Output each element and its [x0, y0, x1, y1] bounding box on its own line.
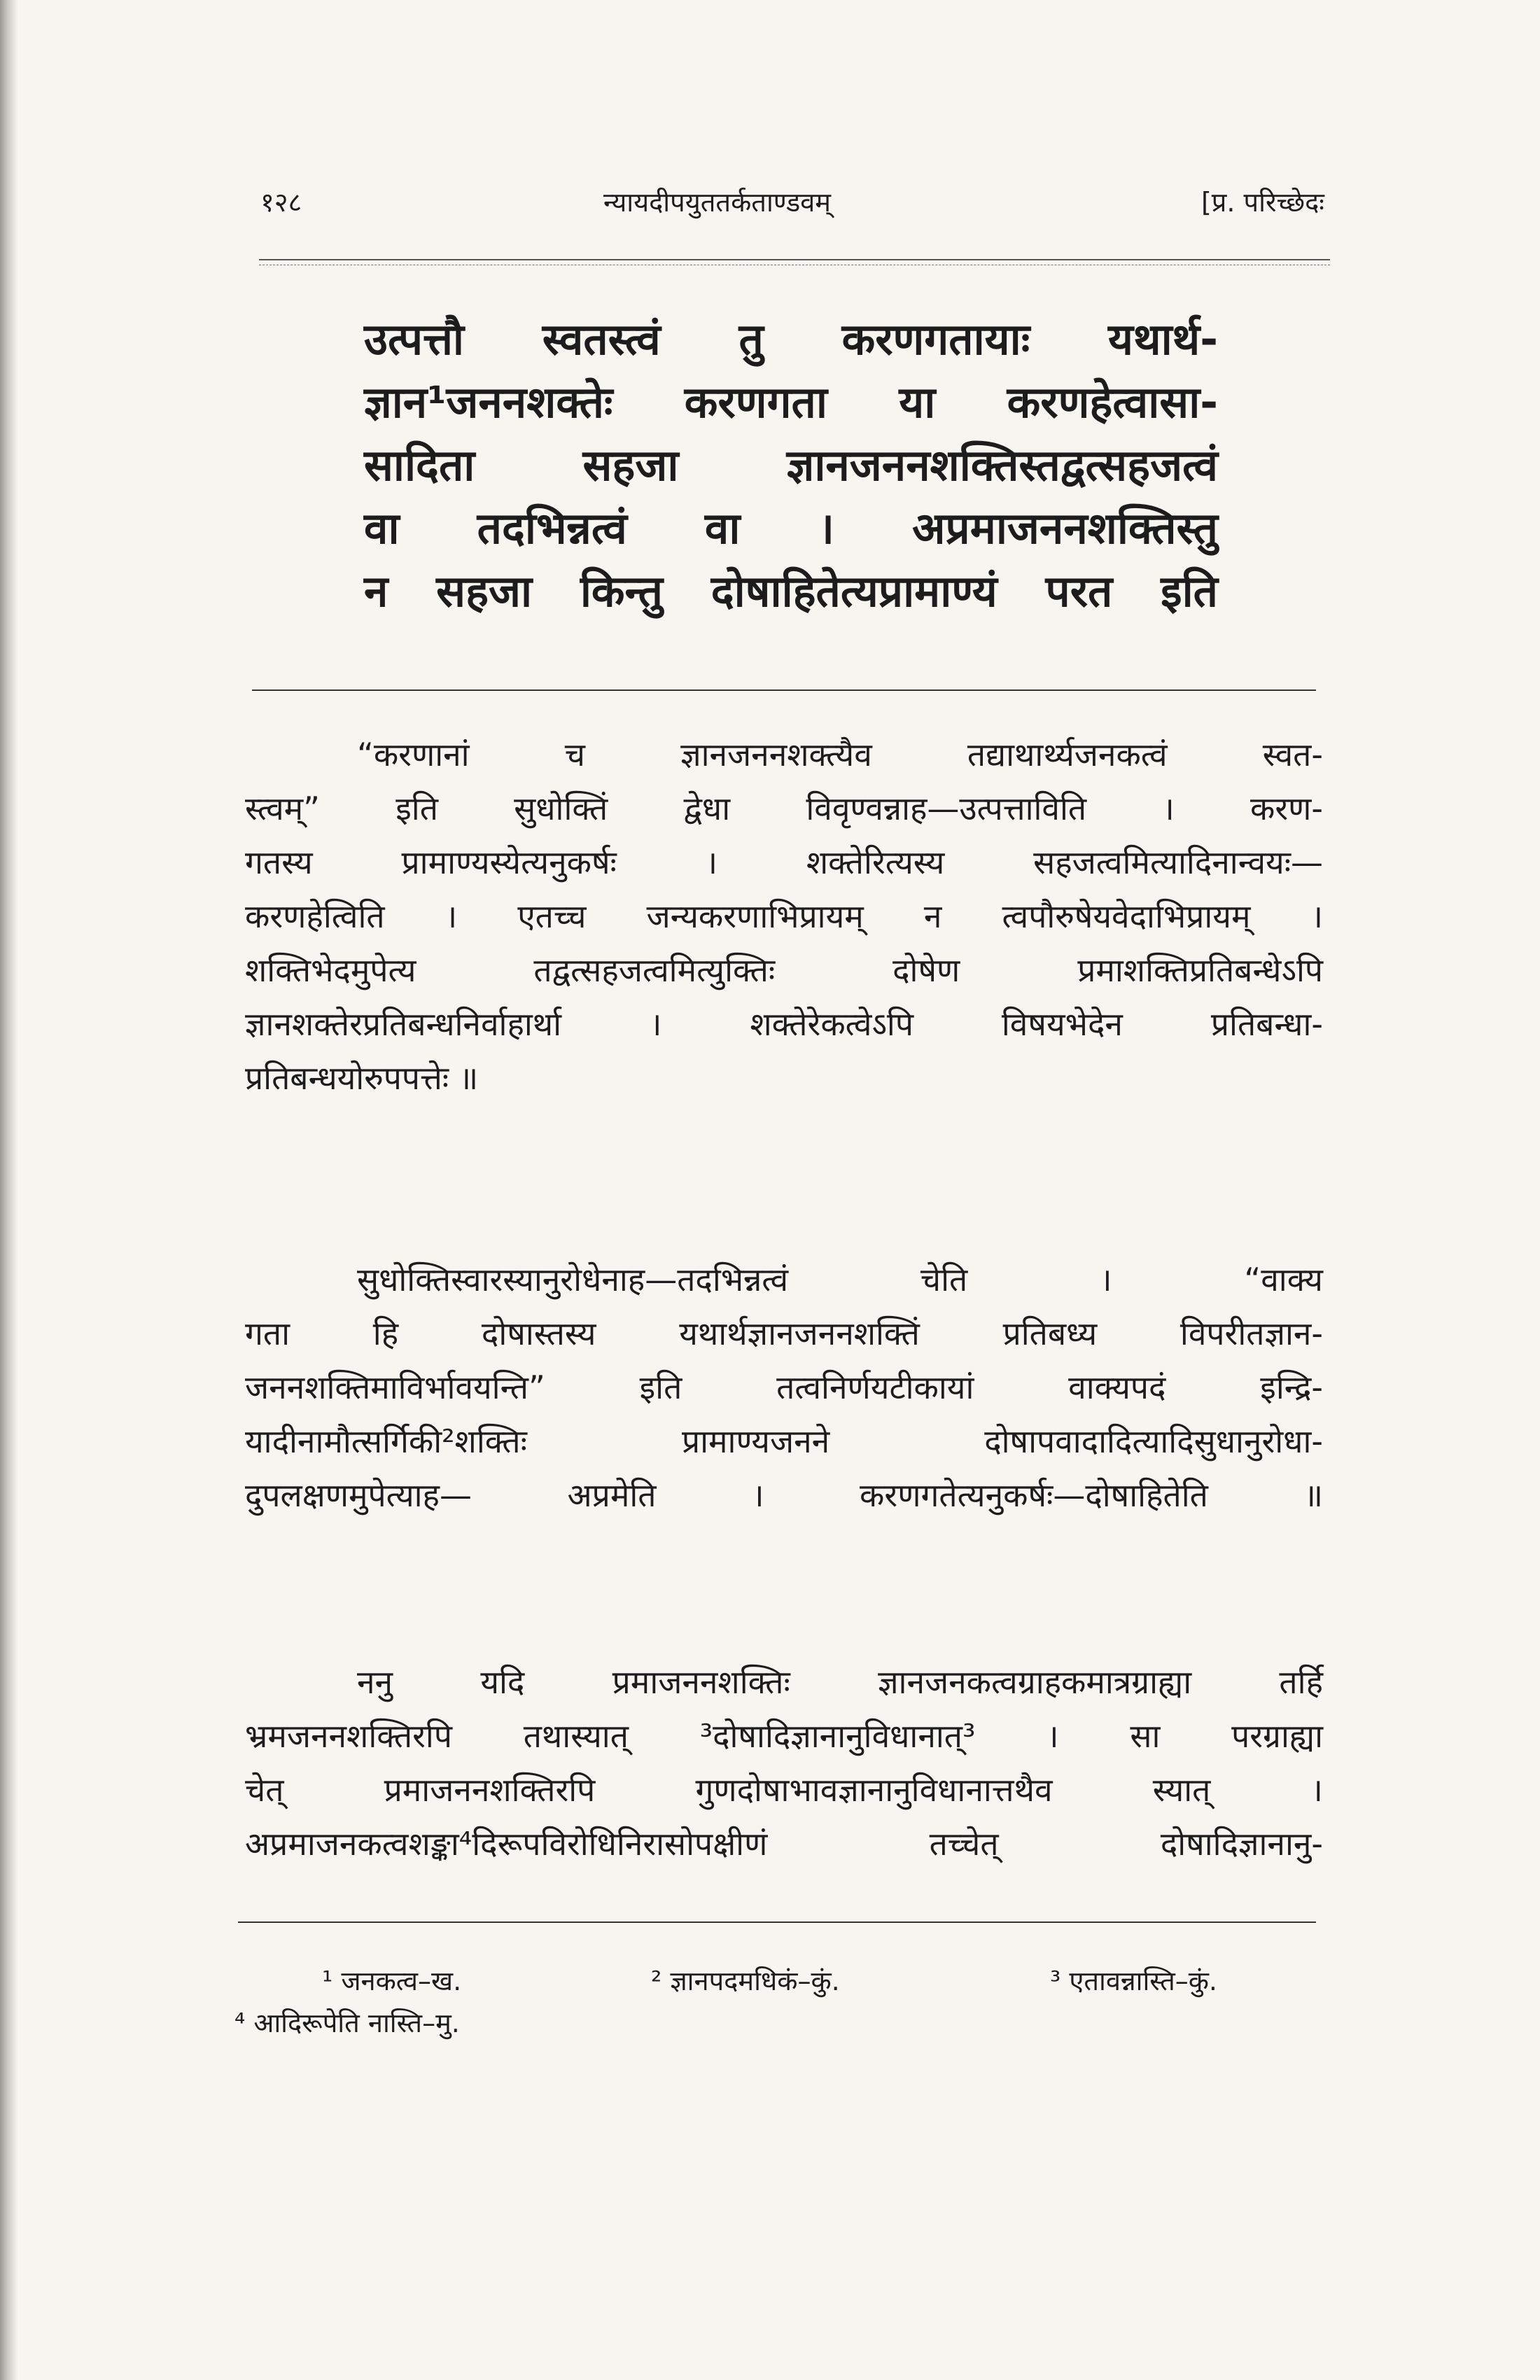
commentary-line: प्रतिबन्धयोरुपपत्तेः ॥	[245, 1059, 479, 1097]
running-title: न्यायदीपयुततर्कताण्डवम्	[603, 187, 832, 218]
root-text-line: सादिता सहजा ज्ञानजननशक्तिस्तद्वत्सहजत्वं	[364, 440, 1218, 491]
root-text-line: ज्ञान¹जननशक्तेः करणगता या करणहेत्वासा-	[364, 377, 1218, 428]
commentary-line: गतस्य प्रामाण्यस्येत्यनुकर्षः । शक्तेरित्यस्य सहजत्वमित्यादिनान्वयः—	[245, 844, 1323, 881]
header-rule	[259, 259, 1330, 265]
commentary-line: शक्तिभेदमुपेत्य तद्वत्सहजत्वमित्युक्तिः दोषेण प्रमाशक्तिप्रतिबन्धेऽपि	[245, 951, 1323, 989]
scan-edge-shadow	[0, 0, 18, 2380]
commentary-line: यादीनामौत्सर्गिकी²शक्तिः प्रामाण्यजनने दोषापवादादित्यादिसुधानुरोधा-	[245, 1422, 1323, 1460]
footnote-4: ⁴ आदिरूपेति नास्ति–मु.	[234, 2008, 460, 2038]
root-text-block	[364, 308, 1218, 623]
commentary-paragraph-2	[245, 1253, 1323, 1522]
running-header	[260, 183, 1324, 232]
commentary-line: ज्ञानशक्तेरप्रतिबन्धनिर्वाहार्था । शक्तेरेकत्वेऽपि विषयभेदेन प्रतिबन्धा-	[245, 1005, 1323, 1043]
commentary-paragraph-3	[245, 1656, 1323, 1871]
commentary-line: स्त्वम्” इति सुधोक्तिं द्वेधा विवृण्वन्नाह—उत्पत्ताविति । करण-	[245, 790, 1323, 827]
commentary-line: भ्रमजननशक्तिरपि तथास्यात् ³दोषादिज्ञानानुविधानात्³ । सा परग्राह्या	[245, 1717, 1323, 1755]
root-text-line: उत्पत्तौ स्वतस्त्वं तु करणगतायाः यथार्थ-	[364, 314, 1218, 365]
footnote-rule	[238, 1921, 1316, 1923]
root-text-line: वा तदभिन्नत्वं वा । अप्रमाजननशक्तिस्तु	[364, 503, 1218, 554]
commentary-line: “करणानां च ज्ञानजननशक्त्यैव तद्याथार्थ्यजनकत्वं स्वत-	[357, 736, 1323, 774]
commentary-paragraph-1	[245, 728, 1323, 1105]
commentary-line: गता हि दोषास्तस्य यथार्थज्ञानजननशक्तिं प्रतिबध्य विपरीतज्ञान-	[245, 1315, 1323, 1352]
commentary-line: ननु यदि प्रमाजननशक्तिः ज्ञानजनकत्वग्राहकमात्रग्राह्या तर्हि	[357, 1663, 1323, 1701]
footnote-2: ² ज्ञानपदमधिकं–कुं.	[651, 1966, 840, 1996]
commentary-line: चेत् प्रमाजननशक्तिरपि गुणदोषाभावज्ञानानुविधानात्तथैव स्यात् ।	[245, 1771, 1323, 1809]
commentary-line: सुधोक्तिस्वारस्यानुरोधेनाह—तदभिन्नत्वं चेति । “वाक्य	[357, 1261, 1323, 1298]
footnote-1: ¹ जनकत्व–ख.	[322, 1966, 462, 1996]
root-text-rule	[252, 690, 1316, 691]
commentary-line: दुपलक्षणमुपेत्याह— अप्रमेति । करणगतेत्यनुकर्षः—दोषाहितेति ॥	[245, 1476, 1323, 1514]
page-number: १२८	[260, 187, 302, 218]
commentary-line: अप्रमाजनकत्वशङ्का⁴दिरूपविरोधिनिरासोपक्षीणं तच्चेत् दोषादिज्ञानानु-	[245, 1825, 1323, 1863]
commentary-line: जननशक्तिमाविर्भावयन्ति” इति तत्वनिर्णयटीकायां वाक्यपदं इन्द्रि-	[245, 1368, 1323, 1406]
commentary-line: करणहेत्विति । एतच्च जन्यकरणाभिप्रायम् न त्वपौरुषेयवेदाभिप्रायम् ।	[245, 897, 1323, 935]
section-label: [प्र. परिच्छेदः	[1200, 187, 1324, 218]
root-text-line: न सहजा किन्तु दोषाहितेत्यप्रामाण्यं परत इति	[364, 566, 1218, 617]
footnote-3: ³ एतावन्नास्ति–कुं.	[1050, 1966, 1218, 1996]
